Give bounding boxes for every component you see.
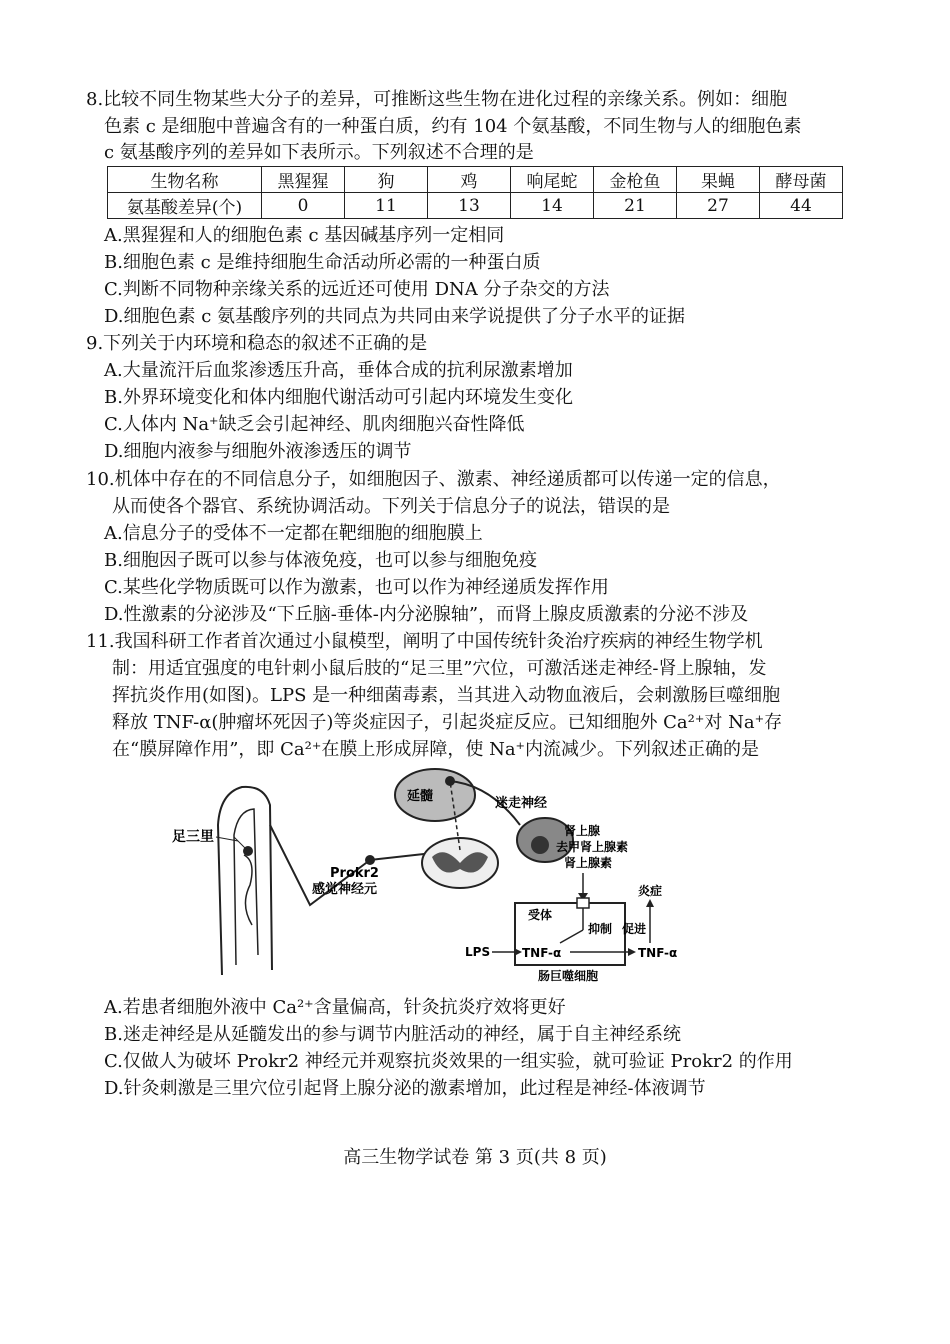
table-cell: 44: [760, 193, 843, 219]
q8-stem-line-3: c 氨基酸序列的差异如下表所示。下列叙述不合理的是: [104, 142, 534, 163]
label-prokr2: Prokr2: [330, 866, 379, 881]
table-cell: 狗: [345, 167, 428, 193]
q11-stem-line-2: 制：用适宜强度的电针刺小鼠后肢的“足三里”穴位，可激活迷走神经-肾上腺轴，发: [112, 658, 767, 679]
label-inflammation: 炎症: [638, 884, 663, 898]
table-cell: 生物名称: [108, 167, 262, 193]
label-vagus: 迷走神经: [495, 796, 548, 811]
q10-option-d: D.性激素的分泌涉及“下丘脑-垂体-内分泌腺轴”，而肾上腺皮质激素的分泌不涉及: [104, 604, 749, 625]
q11-option-c: C.仅做人为破坏 Prokr2 神经元并观察抗炎效果的一组实验，就可验证 Prokr2 的作用: [104, 1051, 793, 1072]
table-cell: 果蝇: [677, 167, 760, 193]
table-cell: 鸡: [428, 167, 511, 193]
label-adrenaline: 肾上腺素: [564, 856, 613, 870]
table-row: [108, 193, 843, 219]
q9-stem: 9.下列关于内环境和稳态的叙述不正确的是: [86, 333, 428, 354]
q9-option-b: B.外界环境变化和体内细胞代谢活动可引起内环境发生变化: [104, 387, 573, 408]
label-inhibit: 抑制: [588, 922, 613, 936]
label-adrenal: 肾上腺: [564, 824, 601, 838]
table-cell: 黑猩猩: [262, 167, 345, 193]
label-sensory-neuron: 感觉神经元: [312, 882, 378, 897]
q9-option-a: A.大量流汗后血浆渗透压升高，垂体合成的抗利尿激素增加: [104, 360, 573, 381]
q10-option-a: A.信息分子的受体不一定都在靶细胞的细胞膜上: [104, 523, 483, 544]
amino-acid-difference-table: [107, 166, 843, 219]
label-promote: 促进: [622, 922, 647, 936]
right-arrow-icon: [514, 948, 522, 956]
table-cell: 14: [511, 193, 594, 219]
right-arrow-icon: [628, 948, 636, 956]
table-cell: 21: [594, 193, 677, 219]
q8-stem-line-1: 8.比较不同生物某些大分子的差异，可推断这些生物在进化过程的亲缘关系。例如：细胞: [86, 89, 788, 110]
q8-stem-line-2: 色素 c 是细胞中普遍含有的一种蛋白质，约有 104 个氨基酸，不同生物与人的细胞色素: [104, 116, 802, 137]
q11-stem-line-3: 挥抗炎作用(如图)。LPS 是一种细菌毒素，当其进入动物血液后，会刺激肠巨噬细胞: [112, 685, 781, 706]
up-arrow-icon: [646, 899, 654, 907]
label-zusanli: 足三里: [172, 829, 214, 845]
label-medulla: 延髓: [407, 789, 434, 804]
table-cell: 氨基酸差异(个): [108, 193, 262, 219]
label-tnf-outside: TNF-α: [638, 946, 678, 960]
q8-option-b: B.细胞色素 c 是维持细胞生命活动所必需的一种蛋白质: [104, 252, 541, 273]
q10-stem-line-1: 10.机体中存在的不同信息分子，如细胞因子、激素、神经递质都可以传递一定的信息，: [86, 469, 781, 490]
table-cell: 13: [428, 193, 511, 219]
label-lps: LPS: [465, 945, 491, 959]
label-receptor: 受体: [528, 908, 553, 922]
q11-option-d: D.针灸刺激是三里穴位引起肾上腺分泌的激素增加，此过程是神经-体液调节: [104, 1078, 706, 1099]
table-cell: 酵母菌: [760, 167, 843, 193]
table-header-row: [108, 167, 843, 193]
q10-option-b: B.细胞因子既可以参与体液免疫，也可以参与细胞免疫: [104, 550, 537, 571]
q9-option-d: D.细胞内液参与细胞外液渗透压的调节: [104, 441, 412, 462]
acupuncture-pathway-figure: [160, 765, 720, 990]
hind-limb-outline: [218, 787, 272, 975]
q8-option-c: C.判断不同物种亲缘关系的远近还可使用 DNA 分子杂交的方法: [104, 279, 610, 300]
table-cell: 27: [677, 193, 760, 219]
label-noradrenaline: 去甲肾上腺素: [556, 840, 629, 854]
q11-option-b: B.迷走神经是从延髓发出的参与调节内脏活动的神经，属于自主神经系统: [104, 1024, 681, 1045]
label-macrophage: 肠巨噬细胞: [538, 969, 599, 983]
q11-stem-line-1: 11.我国科研工作者首次通过小鼠模型，阐明了中国传统针灸治疗疾病的神经生物学机: [86, 631, 763, 652]
label-tnf-inside: TNF-α: [522, 946, 562, 960]
q8-option-a: A.黑猩猩和人的细胞色素 c 基因碱基序列一定相同: [104, 225, 505, 246]
page-footer: 高三生物学试卷 第 3 页(共 8 页): [343, 1147, 607, 1168]
table-cell: 0: [262, 193, 345, 219]
q11-option-a: A.若患者细胞外液中 Ca²⁺含量偏高，针灸抗炎疗效将更好: [104, 997, 566, 1018]
table-cell: 响尾蛇: [511, 167, 594, 193]
q8-option-d: D.细胞色素 c 氨基酸序列的共同点为共同由来学说提供了分子水平的证据: [104, 306, 686, 327]
receptor-marker: [577, 898, 589, 908]
q10-stem-line-2: 从而使各个器官、系统协调活动。下列关于信息分子的说法，错误的是: [112, 496, 670, 517]
q10-option-c: C.某些化学物质既可以作为激素，也可以作为神经递质发挥作用: [104, 577, 609, 598]
table-cell: 金枪鱼: [594, 167, 677, 193]
q9-option-c: C.人体内 Na⁺缺乏会引起神经、肌肉细胞兴奋性降低: [104, 414, 525, 435]
hind-limb-inner: [234, 809, 258, 965]
q11-stem-line-4: 释放 TNF-α(肿瘤坏死因子)等炎症因子，引起炎症反应。已知细胞外 Ca²⁺对 Na⁺存: [112, 712, 783, 733]
q11-stem-line-5: 在“膜屏障作用”，即 Ca²⁺在膜上形成屏障，使 Na⁺内流减少。下列叙述正确的是: [112, 739, 760, 760]
table-cell: 11: [345, 193, 428, 219]
